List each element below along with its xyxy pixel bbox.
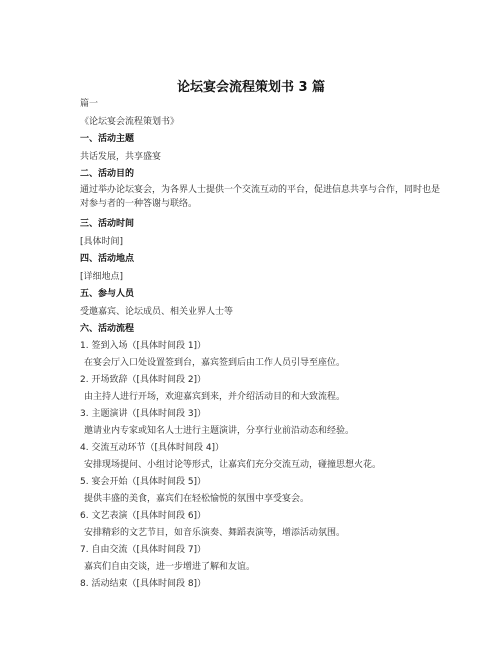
flow-step-desc: 嘉宾们自由交谈，进一步增进了解和友谊。	[84, 562, 256, 572]
section-heading-flow: 六、活动流程	[80, 324, 135, 334]
flow-step-desc: 邀请业内专家或知名人士进行主题演讲，分享行业前沿动态和经验。	[84, 426, 355, 436]
flow-step-desc: 在宴会厅入口处设置签到台，嘉宾签到后由工作人员引导至座位。	[84, 358, 346, 368]
flow-step-desc: 安排精彩的文艺节目，如音乐演奏、舞蹈表演等，增添活动氛围。	[84, 528, 346, 538]
flow-step-title: 8. 活动结束（[具体时间段 8]）	[80, 579, 207, 589]
flow-step-desc: 由主持人进行开场，欢迎嘉宾到来，并介绍活动目的和大致流程。	[84, 392, 346, 402]
flow-step-desc: 安排现场提问、小组讨论等形式，让嘉宾们充分交流互动，碰撞思想火花。	[84, 460, 382, 470]
section-heading-purpose: 二、活动目的	[80, 169, 135, 179]
section-text-purpose: 通过举办论坛宴会，为各界人士提供一个交流互动的平台，促进信息共享与合作，同时也是对参与者的一种答谢与联络。	[80, 185, 441, 209]
flow-step-title: 2. 开场致辞（[具体时间段 2]）	[80, 375, 207, 385]
document-name: 《论坛宴会流程策划书》	[80, 117, 180, 127]
document-title: 论坛宴会流程策划书 3 篇	[176, 80, 326, 95]
flow-step-title: 3. 主题演讲（[具体时间段 3]）	[80, 409, 207, 419]
flow-step-title: 7. 自由交流（[具体时间段 7]）	[80, 545, 207, 555]
section-text-place: [详细地点]	[80, 272, 124, 282]
section-text-time: [具体时间]	[80, 237, 124, 247]
section-heading-theme: 一、活动主题	[80, 134, 135, 144]
section-text-theme: 共话发展，共享盛宴	[80, 152, 162, 162]
section-heading-people: 五、参与人员	[80, 289, 135, 299]
section-text-people: 受邀嘉宾、论坛成员、相关业界人士等	[80, 307, 234, 317]
flow-step-title: 1. 签到入场（[具体时间段 1]）	[80, 341, 207, 351]
section-heading-place: 四、活动地点	[80, 254, 135, 264]
part-label: 篇一	[80, 99, 99, 109]
flow-step-title: 4. 交流互动环节（[具体时间段 4]）	[80, 443, 225, 453]
flow-step-desc: 提供丰盛的美食，嘉宾们在轻松愉悦的氛围中享受宴会。	[84, 494, 310, 504]
section-heading-time: 三、活动时间	[80, 219, 135, 229]
flow-step-title: 6. 文艺表演（[具体时间段 6]）	[80, 511, 207, 521]
flow-step-title: 5. 宴会开始（[具体时间段 5]）	[80, 477, 207, 487]
